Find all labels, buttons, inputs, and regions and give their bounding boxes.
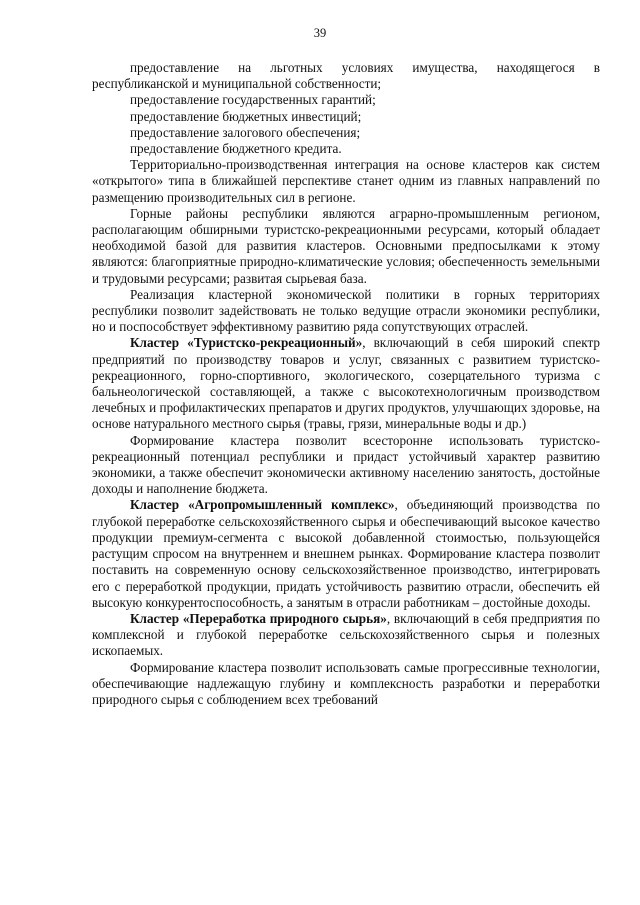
paragraph-tourism-cluster-effect: Формирование кластера позволит всесторонне использовать туристско-рекреационный потенциал республики и придаст устойчивый характер развитию экономики, а также обеспечит экономически активному населению занятость, достойные доходы и наполнение бюджета. xyxy=(92,432,600,497)
paragraph-tourism-cluster: Кластер «Туристско-рекреационный», включающий в себя широкий спектр предприятий по производству товаров и услуг, связанных с развитием туристско-рекреационного, горно-спортивного, экологического, созерцательного туризма с бальнеологической составляющей, а также с высокотехнологичным производством лечебных и профилактических препаратов и других продуктов, улучшающих здоровье, на основе натурального местного сырья (травы, грязи, минеральные воды и др.) xyxy=(92,335,600,432)
paragraph-agro-cluster: Кластер «Агропромышленный комплекс», объединяющий производства по глубокой переработке сельскохозяйственного сырья и обеспечивающий высокое качество продукции премиум-сегмента с высокой добавленной стоимостью, пользующейся растущим спросом на внутреннем и внешнем рынках. Формирование кластера позволит поставить на современную основу сельскохозяйственное производство, интегрировать его с переработкой продукции, придать устойчивость развитию отрасли, обеспечить ей высокую конкурентоспособность, а занятым в отрасли работникам – достойные доходы. xyxy=(92,497,600,610)
raw-processing-cluster-title: Кластер «Переработка природного сырья» xyxy=(130,610,387,626)
page-number: 39 xyxy=(313,26,327,40)
paragraph-mountain-regions: Горные районы республики являются аграрно-промышленным регионом, располагающим обширными туристско-рекреационными ресурсами, который обладает необходимой базой для развития кластеров. Основными предпосылками к этому являются: благоприятные природно-климатические условия; обеспеченность земельными и трудовыми ресурсами; развитая сырьевая база. xyxy=(92,205,600,286)
agro-cluster-title: Кластер «Агропромышленный комплекс» xyxy=(130,497,395,513)
paragraph-collateral: предоставление залогового обеспечения; xyxy=(130,124,361,140)
tourism-cluster-title: Кластер «Туристско-рекреационный» xyxy=(130,335,363,351)
paragraph-state-guarantees: предоставление государственных гарантий; xyxy=(130,92,376,108)
paragraph-raw-processing-cluster: Кластер «Переработка природного сырья», включающий в себя предприятия по комплексной и глубокой переработке сельскохозяйственного сырья и полезных ископаемых. xyxy=(92,610,600,659)
paragraph-cluster-integration: Территориально-производственная интеграция на основе кластеров как систем «открытого» типа в ближайшей перспективе станет одним из главных направлений по размещению производительных сил в регионе. xyxy=(92,157,600,205)
paragraph-raw-processing-effect: Формирование кластера позволит использовать самые прогрессивные технологии, обеспечивающие надлежащую глубину и комплексность разработки и переработки природного сырья с соблюдением всех требований xyxy=(92,659,600,707)
document-body xyxy=(92,60,600,708)
paragraph-cluster-policy: Реализация кластерной экономической политики в горных территориях республики позволит задействовать не только ведущие отрасли экономики республики, но и поспособствует эффективному развитию ряда сопутствующих отраслей. xyxy=(92,286,600,335)
paragraph-budget-credit: предоставление бюджетного кредита. xyxy=(130,141,342,157)
paragraph-property-lease: предоставление на льготных условиях имущества, находящегося в республиканской и муниципальной собственности; xyxy=(92,60,600,92)
paragraph-budget-investments: предоставление бюджетных инвестиций; xyxy=(130,108,362,124)
